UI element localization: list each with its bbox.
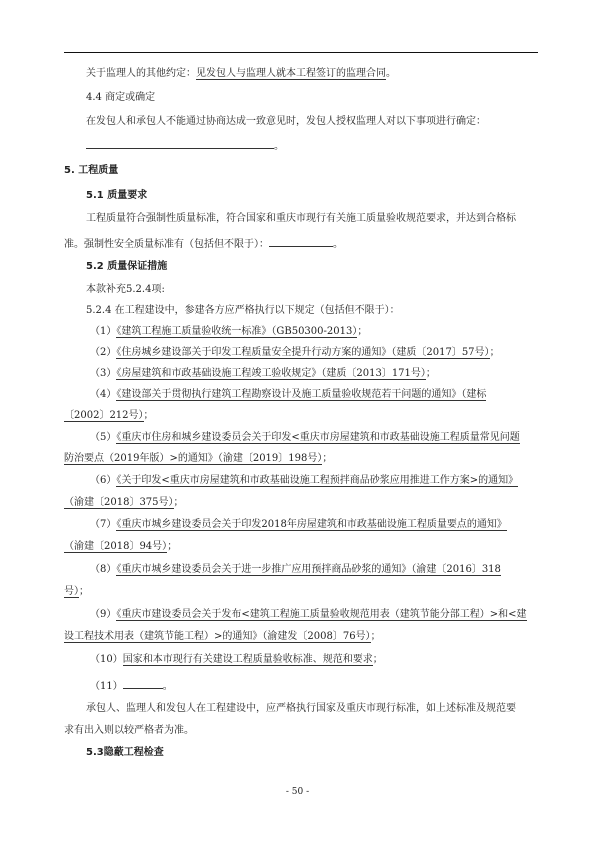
supervisor-other-agreement: 关于监理人的其他约定：见发包人与监理人就本工程签订的监理合同。 bbox=[86, 68, 396, 79]
section-5-2-heading: 5.2 质量保证措施 bbox=[86, 261, 168, 272]
section-4-4-heading: 4.4 商定或确定 bbox=[86, 92, 156, 103]
list-item: （7）《重庆市城乡建设委员会关于印发2018年房屋建筑和市政基础设施工程质量要点的通知》 bbox=[90, 519, 507, 530]
fill-blank[interactable] bbox=[86, 138, 274, 149]
list-item-continued: （渝建〔2018〕375号）； bbox=[64, 497, 184, 508]
fill-blank[interactable] bbox=[269, 236, 333, 247]
list-item-continued: 〔2002〕212号）； bbox=[64, 410, 154, 421]
list-item-continued: 号）； bbox=[64, 586, 89, 597]
list-item-continued: 防治要点（2019年版）>的通知》（渝建〔2019〕198号）； bbox=[64, 453, 333, 464]
list-item: （5）《重庆市住房和城乡建设委员会关于印发<重庆市房屋建筑和市政基础设施工程质量常见问题 bbox=[90, 432, 520, 443]
paragraph-5-2-closing-line2: 求有出入则以较严格者为准。 bbox=[64, 725, 194, 736]
paragraph-5-2-4: 5.2.4 在工程建设中，参建各方应严格执行以下规定（包括但不限于）： bbox=[86, 305, 400, 316]
section-5-1-heading: 5.1 质量要求 bbox=[86, 190, 148, 201]
section-5-heading: 5. 工程质量 bbox=[64, 165, 119, 176]
list-item: （1）《建筑工程施工质量验收统一标准》（GB50300-2013）； bbox=[90, 326, 368, 337]
fill-blank[interactable] bbox=[123, 678, 163, 689]
blank-line-4-4: 。 bbox=[86, 138, 284, 154]
list-item: （4）《建设部关于贯彻执行建筑工程勘察设计及施工质量验收规范若干问题的通知》（建标 bbox=[90, 389, 487, 400]
list-item: （9）《重庆市建设委员会关于发布<建筑工程施工质量验收规范用表（建筑节能分部工程）>和<建 bbox=[90, 609, 527, 620]
paragraph-4-4: 在发包人和承包人不能通过协商达成一致意见时，发包人授权监理人对以下事项进行确定： bbox=[86, 116, 486, 127]
header-rule bbox=[64, 52, 538, 53]
paragraph-5-2-closing-line1: 承包人、监理人和发包人在工程建设中，应严格执行国家及重庆市现行标准，如上述标准及规范要 bbox=[86, 703, 516, 714]
section-5-3-heading: 5.3隐蔽工程检查 bbox=[86, 747, 164, 758]
list-item: （11） 。 bbox=[90, 678, 173, 694]
list-item: （3）《房屋建筑和市政基础设施工程竣工验收规定》（建质〔2013〕171号）； bbox=[90, 368, 436, 379]
list-item-continued: 设工程技术用表（建筑节能工程）>的通知》（渝建发〔2008〕76号）； bbox=[64, 631, 381, 642]
list-item: （6）《关于印发<重庆市房屋建筑和市政基础设施工程预拌商品砂浆应用推进工作方案>的通知》 bbox=[90, 475, 519, 486]
paragraph-5-1-line2: 准。强制性安全质量标准有（包括但不限于）： 。 bbox=[64, 236, 343, 252]
list-item: （8）《重庆市城乡建设委员会关于进一步推广应用预拌商品砂浆的通知》（渝建〔2016〕318 bbox=[90, 564, 501, 575]
list-item: （2）《住房城乡建设部关于印发工程质量安全提升行动方案的通知》（建质〔2017〕57号）； bbox=[90, 347, 500, 358]
page-number: - 50 - bbox=[285, 787, 310, 797]
list-item-continued: （渝建〔2018〕94号）； bbox=[64, 541, 178, 552]
paragraph-5-2-intro: 本款补充5.2.4项: bbox=[86, 284, 165, 295]
list-item: （10）国家和本市现行有关建设工程质量验收标准、规范和要求； bbox=[90, 654, 383, 665]
paragraph-5-1-line1: 工程质量符合强制性质量标准，符合国家和重庆市现行有关施工质量验收规范要求，并达到合格标 bbox=[86, 213, 516, 224]
